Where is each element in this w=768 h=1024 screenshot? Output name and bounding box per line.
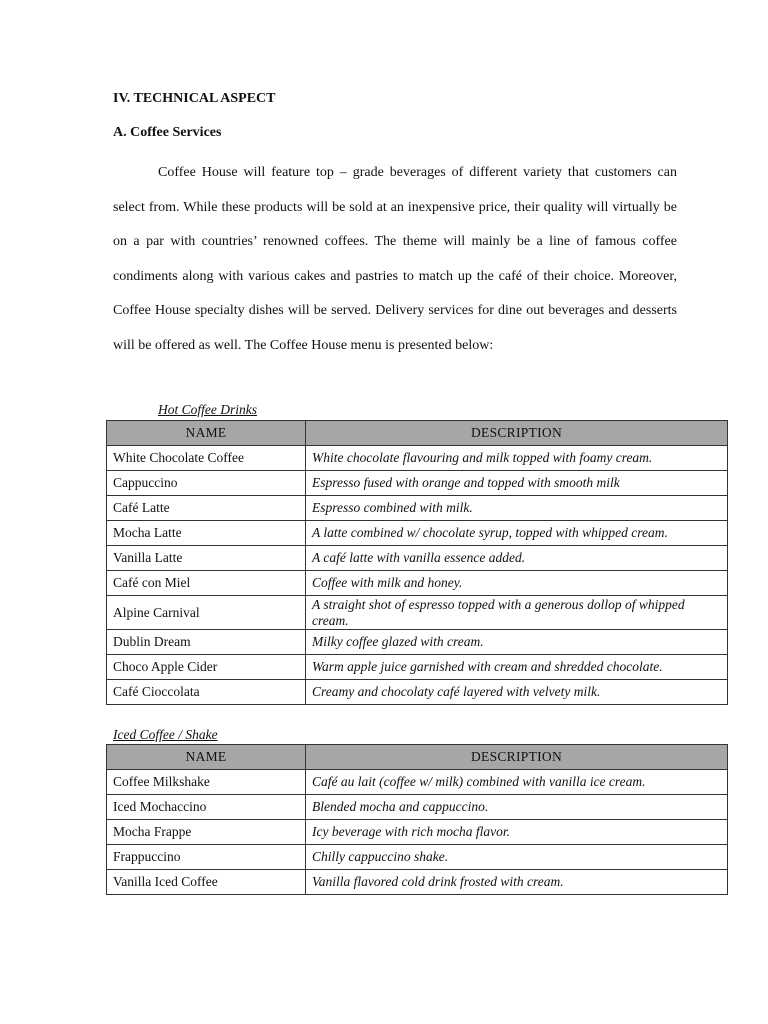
table-row (107, 496, 728, 521)
drink-description: A café latte with vanilla essence added. (306, 546, 728, 571)
hot-drinks-table (106, 420, 728, 705)
table-row (107, 446, 728, 471)
table-row (107, 630, 728, 655)
drink-name: Mocha Frappe (107, 820, 306, 845)
drink-description: Creamy and chocolaty café layered with velvety milk. (306, 680, 728, 705)
table-row (107, 471, 728, 496)
description-column-header: DESCRIPTION (306, 745, 728, 770)
drink-description: Milky coffee glazed with cream. (306, 630, 728, 655)
drink-description: Icy beverage with rich mocha flavor. (306, 820, 728, 845)
description-column-header: DESCRIPTION (306, 421, 728, 446)
drink-name: Frappuccino (107, 845, 306, 870)
drink-name: Iced Mochaccino (107, 795, 306, 820)
drink-name: Cappuccino (107, 471, 306, 496)
hot-drinks-caption: Hot Coffee Drinks (158, 402, 257, 417)
drink-name: Alpine Carnival (107, 596, 306, 630)
table-row (107, 870, 728, 895)
drink-description: Coffee with milk and honey. (306, 571, 728, 596)
table-row (107, 571, 728, 596)
drink-name: White Chocolate Coffee (107, 446, 306, 471)
table-row (107, 820, 728, 845)
iced-drinks-caption: Iced Coffee / Shake (113, 727, 218, 742)
drink-description: Chilly cappuccino shake. (306, 845, 728, 870)
table-row (107, 596, 728, 630)
drink-name: Choco Apple Cider (107, 655, 306, 680)
table-row (107, 795, 728, 820)
table-row (107, 845, 728, 870)
drink-description: Blended mocha and cappuccino. (306, 795, 728, 820)
drink-description: White chocolate flavouring and milk topped with foamy cream. (306, 446, 728, 471)
drink-description: Espresso fused with orange and topped with smooth milk (306, 471, 728, 496)
table-row (107, 521, 728, 546)
drink-description: A latte combined w/ chocolate syrup, topped with whipped cream. (306, 521, 728, 546)
table-header-row (107, 745, 728, 770)
section-title: IV. TECHNICAL ASPECT (113, 91, 276, 106)
intro-paragraph: Coffee House will feature top – grade beverages of different variety that customers can select from. While these products will be sold at an inexpensive price, their quality will virtually be on a par with countries’ renowned coffees. The theme will mainly be a line of famous coffee condiments along with various cakes and pastries to match up the café of their choice. Moreover, Coffee House specialty dishes will be served. Delivery services for dine out beverages and desserts will be offered as well. The Coffee House menu is presented below: (113, 165, 677, 353)
drink-name: Café con Miel (107, 571, 306, 596)
table-row (107, 655, 728, 680)
drink-name: Café Cioccolata (107, 680, 306, 705)
drink-name: Mocha Latte (107, 521, 306, 546)
drink-name: Vanilla Latte (107, 546, 306, 571)
drink-description: A straight shot of espresso topped with a generous dollop of whipped cream. (306, 596, 728, 630)
name-column-header: NAME (107, 745, 306, 770)
drink-description: Vanilla flavored cold drink frosted with cream. (306, 870, 728, 895)
table-row (107, 680, 728, 705)
table-row (107, 770, 728, 795)
drink-name: Café Latte (107, 496, 306, 521)
drink-name: Dublin Dream (107, 630, 306, 655)
iced-drinks-table (106, 744, 728, 895)
name-column-header: NAME (107, 421, 306, 446)
drink-description: Espresso combined with milk. (306, 496, 728, 521)
table-row (107, 546, 728, 571)
table-header-row (107, 421, 728, 446)
drink-description: Warm apple juice garnished with cream and shredded chocolate. (306, 655, 728, 680)
drink-name: Vanilla Iced Coffee (107, 870, 306, 895)
drink-description: Café au lait (coffee w/ milk) combined with vanilla ice cream. (306, 770, 728, 795)
drink-name: Coffee Milkshake (107, 770, 306, 795)
subsection-title: A. Coffee Services (113, 125, 222, 140)
